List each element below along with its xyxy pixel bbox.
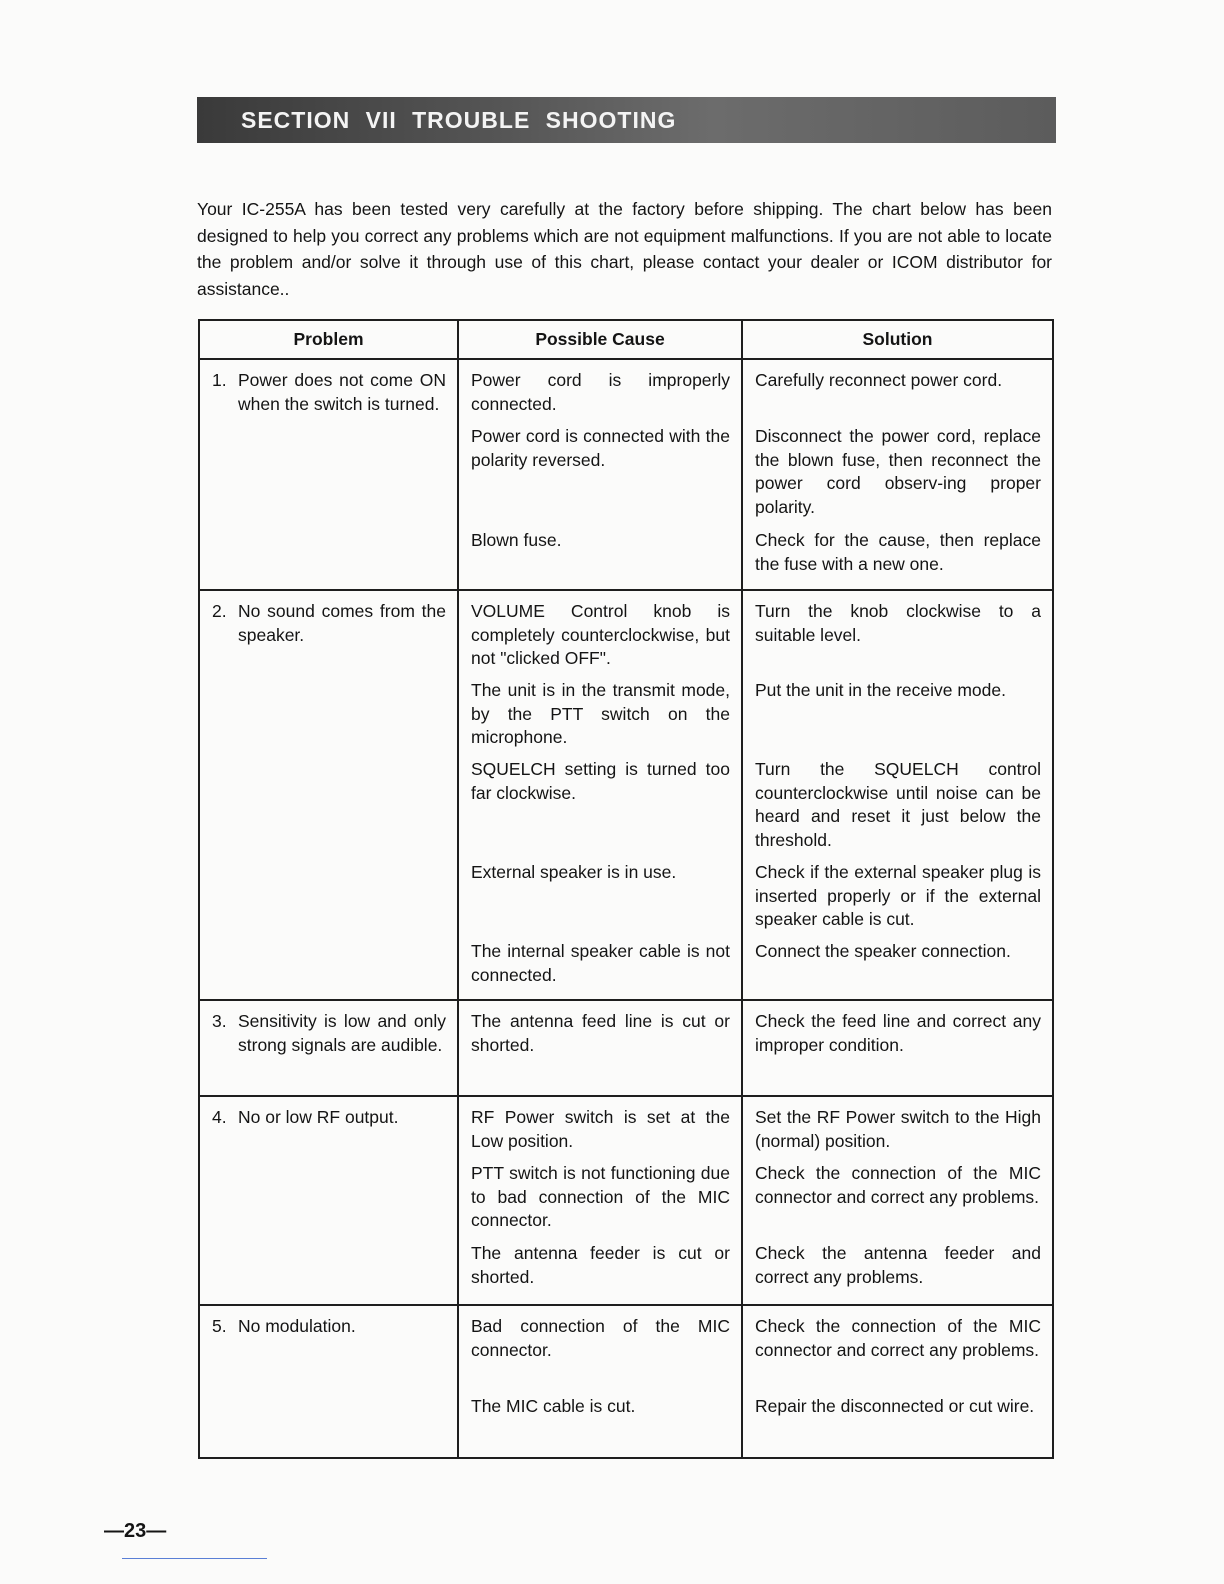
- cause-cell: [458, 1096, 742, 1305]
- solution-text: Check if the external speaker plug is inserted properly or if the external speaker cable is cut.: [755, 862, 1041, 930]
- cause-text: The internal speaker cable is not connected.: [471, 941, 730, 985]
- cause-text: PTT switch is not functioning due to bad connection of the MIC connector.: [471, 1163, 730, 1231]
- cause-text: The antenna feeder is cut or shorted.: [471, 1243, 730, 1287]
- solution-cell: [742, 590, 1053, 1000]
- cause-text: The unit is in the transmit mode, by the PTT switch on the microphone.: [471, 680, 730, 748]
- cause-text: Power cord is improperly connected.: [471, 370, 730, 414]
- cause-text: VOLUME Control knob is completely counterclockwise, but not "clicked OFF".: [471, 601, 730, 669]
- cause-text: SQUELCH setting is turned too far clockwise.: [471, 759, 730, 803]
- cause-cell: [458, 359, 742, 590]
- problem-text: No or low RF output.: [238, 1107, 399, 1128]
- solution-text: Repair the disconnected or cut wire.: [755, 1396, 1035, 1417]
- solution-cell: [742, 359, 1053, 590]
- solution-text: Carefully reconnect power cord.: [755, 370, 1003, 390]
- cause-text: The MIC cable is cut.: [471, 1396, 636, 1417]
- problem-number: 3.: [212, 1011, 227, 1032]
- table-row: [199, 590, 1053, 1000]
- page-number: —23—: [104, 1520, 167, 1542]
- solution-text: Set the RF Power switch to the High (normal) position.: [755, 1107, 1041, 1151]
- footer-rule: [122, 1558, 267, 1559]
- table-row: [199, 359, 1053, 590]
- section-title-banner: [197, 97, 1056, 143]
- table-row: [199, 1096, 1053, 1305]
- troubleshooting-table: [198, 319, 1054, 1459]
- header-problem: Problem: [199, 320, 458, 359]
- solution-text: Turn the SQUELCH control counterclockwise until noise can be heard and reset it just below the threshold.: [755, 759, 1041, 850]
- table-header-row: [199, 320, 1053, 359]
- header-possible-cause: Possible Cause: [458, 320, 742, 359]
- problem-cell: [199, 1096, 458, 1305]
- problem-number: 5.: [212, 1316, 227, 1337]
- solution-cell: [742, 1096, 1053, 1305]
- cause-cell: [458, 590, 742, 1000]
- problem-text: Power does not come ON when the switch is turned.: [238, 370, 446, 414]
- solution-text: Check for the cause, then replace the fuse with a new one.: [755, 530, 1041, 574]
- cause-text: Blown fuse.: [471, 530, 562, 550]
- solution-text: Disconnect the power cord, replace the blown fuse, then reconnect the power cord observ-ing proper polarity.: [755, 426, 1041, 517]
- problem-text: No sound comes from the speaker.: [238, 601, 446, 645]
- cause-cell: [458, 1305, 742, 1458]
- problem-number: 2.: [212, 601, 227, 621]
- problem-number: 1.: [212, 370, 227, 390]
- problem-cell: [199, 359, 458, 590]
- problem-cell: [199, 1305, 458, 1458]
- solution-text: Connect the speaker connection.: [755, 941, 1011, 961]
- cause-text: External speaker is in use.: [471, 862, 677, 882]
- problem-number: 4.: [212, 1107, 227, 1128]
- solution-cell: [742, 1305, 1053, 1458]
- cause-text: RF Power switch is set at the Low position.: [471, 1107, 730, 1151]
- intro-paragraph: Your IC-255A has been tested very carefully at the factory before shipping. The chart below has been designed to help you correct any problems which are not equipment malfunctions. If you are not able to locate the problem and/or solve it through use of this chart, please contact your dealer or ICOM distributor for assistance..: [197, 199, 1052, 299]
- solution-text: Check the connection of the MIC connector and correct any problems.: [755, 1163, 1041, 1207]
- cause-text: The antenna feed line is cut or shorted.: [471, 1011, 730, 1055]
- cause-cell: [458, 1000, 742, 1096]
- section-title: SECTION VII TROUBLE SHOOTING: [241, 106, 677, 133]
- solution-text: Put the unit in the receive mode.: [755, 680, 1006, 700]
- cause-text: Bad connection of the MIC connector.: [471, 1316, 730, 1360]
- problem-text: No modulation.: [238, 1316, 356, 1337]
- solution-text: Turn the knob clockwise to a suitable level.: [755, 601, 1041, 645]
- problem-cell: [199, 1000, 458, 1096]
- problem-text: Sensitivity is low and only strong signals are audible.: [238, 1011, 446, 1055]
- table-row: [199, 1305, 1053, 1458]
- solution-text: Check the antenna feeder and correct any problems.: [755, 1243, 1041, 1287]
- solution-text: Check the feed line and correct any improper condition.: [755, 1011, 1041, 1055]
- problem-cell: [199, 590, 458, 1000]
- header-solution: Solution: [742, 320, 1053, 359]
- cause-text: Power cord is connected with the polarity reversed.: [471, 426, 730, 470]
- table-row: [199, 1000, 1053, 1096]
- solution-text: Check the connection of the MIC connector and correct any problems.: [755, 1316, 1041, 1360]
- solution-cell: [742, 1000, 1053, 1096]
